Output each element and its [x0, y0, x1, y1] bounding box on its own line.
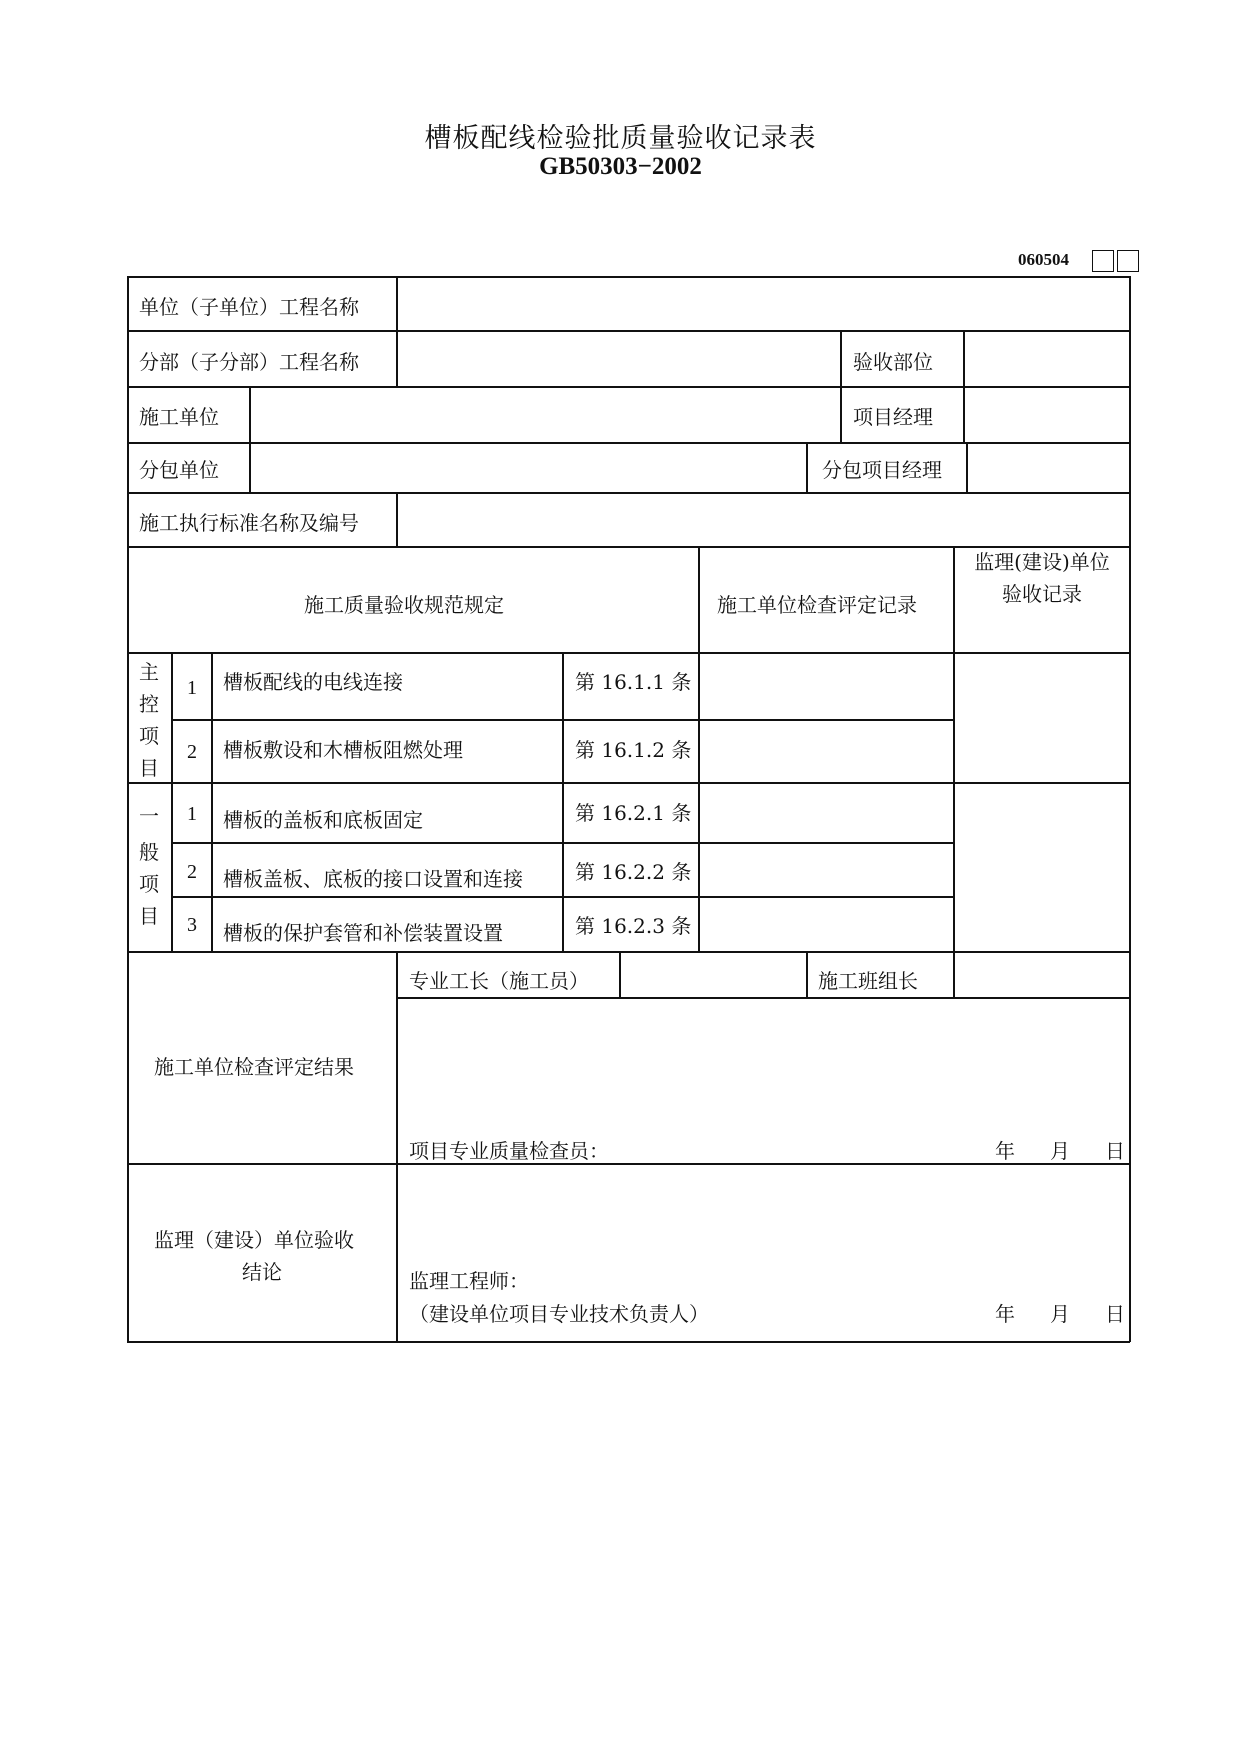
inspector-label: 项目专业质量检查员： — [409, 1139, 609, 1163]
conclusion-day: 日 — [1105, 1302, 1125, 1326]
acceptance-part-label: 验收部位 — [853, 350, 933, 374]
form-title: 槽板配线检验批质量验收记录表 — [424, 123, 817, 154]
supervision-record-header-line2: 验收记录 — [1002, 582, 1082, 606]
item-name: 槽板敷设和木槽板阻燃处理 — [223, 738, 463, 762]
general-items-char: 般 — [139, 840, 159, 864]
main-items-char: 项 — [139, 724, 159, 748]
row-number: 2 — [187, 741, 197, 763]
spec-header: 施工质量验收规范规定 — [304, 593, 504, 617]
unit-project-label: 单位（子单位）工程名称 — [139, 295, 359, 319]
main-items-char: 目 — [139, 756, 159, 780]
supervision-record-header-line1: 监理(建设)单位 — [974, 550, 1110, 574]
conclusion-label-line1: 监理（建设）单位验收 — [154, 1228, 354, 1252]
main-items-char: 控 — [139, 692, 159, 716]
row-number: 1 — [187, 803, 197, 825]
form-code-box-1[interactable] — [1092, 250, 1114, 272]
form-code-box-2[interactable] — [1117, 250, 1139, 272]
item-clause: 第 16.2.3 条 — [575, 914, 692, 938]
standard-label: 施工执行标准名称及编号 — [139, 511, 359, 535]
foreman-label: 专业工长（施工员） — [409, 969, 589, 993]
item-clause: 第 16.2.1 条 — [575, 801, 692, 825]
conclusion-year: 年 — [995, 1302, 1015, 1326]
row-number: 3 — [187, 914, 197, 936]
form-code: 060504 — [1018, 250, 1069, 269]
general-items-char: 目 — [139, 904, 159, 928]
item-name: 槽板盖板、底板的接口设置和连接 — [223, 867, 523, 891]
result-label: 施工单位检查评定结果 — [154, 1055, 354, 1079]
item-clause: 第 16.1.1 条 — [575, 670, 692, 694]
item-name: 槽板配线的电线连接 — [223, 670, 403, 694]
item-clause: 第 16.1.2 条 — [575, 738, 692, 762]
subcontract-manager-label: 分包项目经理 — [822, 458, 942, 482]
result-day: 日 — [1105, 1139, 1125, 1163]
result-month: 月 — [1050, 1139, 1070, 1163]
team-leader-label: 施工班组长 — [818, 969, 918, 993]
general-items-char: 一 — [139, 804, 159, 828]
project-manager-label: 项目经理 — [853, 405, 933, 429]
conclusion-label-line2: 结论 — [242, 1260, 282, 1284]
item-clause: 第 16.2.2 条 — [575, 860, 692, 884]
general-items-char: 项 — [139, 872, 159, 896]
item-name: 槽板的保护套管和补偿装置设置 — [223, 921, 503, 945]
row-number: 2 — [187, 861, 197, 883]
construction-unit-label: 施工单位 — [139, 405, 219, 429]
main-items-char: 主 — [139, 660, 159, 684]
subcontract-unit-label: 分包单位 — [139, 458, 219, 482]
item-name: 槽板的盖板和底板固定 — [223, 808, 423, 832]
conclusion-month: 月 — [1050, 1302, 1070, 1326]
engineer-label: 监理工程师： — [409, 1269, 529, 1293]
result-year: 年 — [995, 1139, 1015, 1163]
owner-label: （建设单位项目专业技术负责人） — [409, 1302, 709, 1326]
row-number: 1 — [187, 677, 197, 699]
division-project-label: 分部（子分部）工程名称 — [139, 350, 359, 374]
check-record-header: 施工单位检查评定记录 — [717, 593, 917, 617]
standard-code: GB50303−2002 — [539, 153, 702, 180]
